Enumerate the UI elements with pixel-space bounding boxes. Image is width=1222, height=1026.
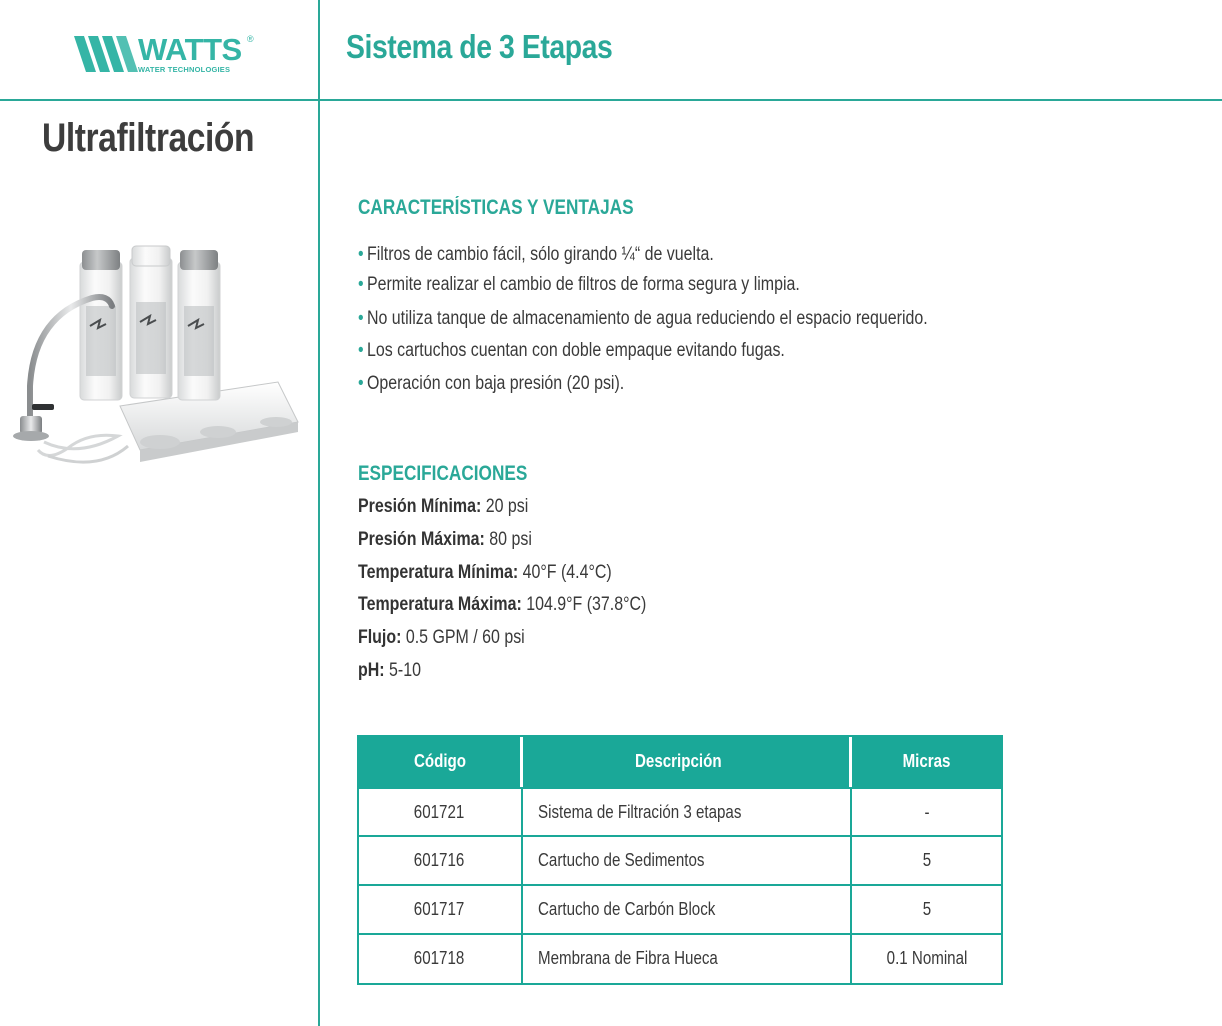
- column-header-descripcion: Descripción: [522, 735, 851, 787]
- spec-row: Presión Mínima: 20 psi: [358, 496, 529, 517]
- bullet-icon: •: [358, 274, 364, 295]
- table-cell-description: Membrana de Fibra Hueca: [522, 934, 851, 982]
- spec-row: Presión Máxima: 80 psi: [358, 529, 532, 550]
- spec-row: pH: 5-10: [358, 660, 421, 681]
- table-cell-microns: 5: [851, 885, 1003, 933]
- features-heading: CARACTERÍSTICAS Y VENTAJAS: [358, 196, 634, 219]
- registered-mark: ®: [247, 34, 254, 44]
- spec-row: Temperatura Mínima: 40°F (4.4°C): [358, 562, 612, 583]
- category-title: Ultrafiltración: [42, 116, 255, 160]
- table-cell-code: 601718: [357, 934, 522, 982]
- bullet-icon: •: [358, 340, 364, 361]
- feature-item: • Permite realizar el cambio de filtros de forma segura y limpia.: [358, 274, 800, 295]
- header-divider: [0, 99, 1222, 101]
- page-title: Sistema de 3 Etapas: [346, 28, 613, 65]
- bullet-icon: •: [358, 373, 364, 394]
- table-cell-microns: 5: [851, 836, 1003, 884]
- feature-item: • Filtros de cambio fácil, sólo girando ¼“ de vuelta.: [358, 244, 714, 265]
- bullet-icon: •: [358, 308, 364, 329]
- vertical-divider: [318, 0, 320, 1026]
- bullet-icon: •: [358, 244, 364, 265]
- spec-row: Temperatura Máxima: 104.9°F (37.8°C): [358, 594, 647, 615]
- table-cell-code: 601716: [357, 836, 522, 884]
- product-image: [8, 236, 308, 474]
- specifications-heading: ESPECIFICACIONES: [358, 462, 528, 485]
- table-cell-microns: 0.1 Nominal: [851, 934, 1003, 982]
- table-rule: [357, 835, 1003, 837]
- feature-item: • Operación con baja presión (20 psi).: [358, 373, 625, 394]
- watts-logo-mark: [74, 34, 138, 74]
- brand-tagline: WATER TECHNOLOGIES: [138, 65, 231, 74]
- table-rule: [357, 933, 1003, 935]
- table-cell-code: 601721: [357, 788, 522, 836]
- column-header-codigo: Código: [357, 735, 522, 787]
- table-rule: [357, 787, 1003, 789]
- products-table: [357, 735, 1003, 985]
- table-cell-description: Cartucho de Sedimentos: [522, 836, 851, 884]
- feature-item: • Los cartuchos cuentan con doble empaque evitando fugas.: [358, 340, 785, 361]
- header-column-rule: [520, 735, 523, 787]
- table-rule: [357, 884, 1003, 886]
- table-cell-code: 601717: [357, 885, 522, 933]
- table-cell-microns: -: [851, 788, 1003, 836]
- header-column-rule: [849, 735, 852, 787]
- table-cell-description: Sistema de Filtración 3 etapas: [522, 788, 851, 836]
- brand-name: WATTS: [138, 32, 242, 67]
- table-cell-description: Cartucho de Carbón Block: [522, 885, 851, 933]
- spec-row: Flujo: 0.5 GPM / 60 psi: [358, 627, 525, 648]
- watts-logo: [74, 34, 264, 76]
- feature-item: • No utiliza tanque de almacenamiento de agua reduciendo el espacio requerido.: [358, 308, 928, 329]
- column-header-micras: Micras: [851, 735, 1003, 787]
